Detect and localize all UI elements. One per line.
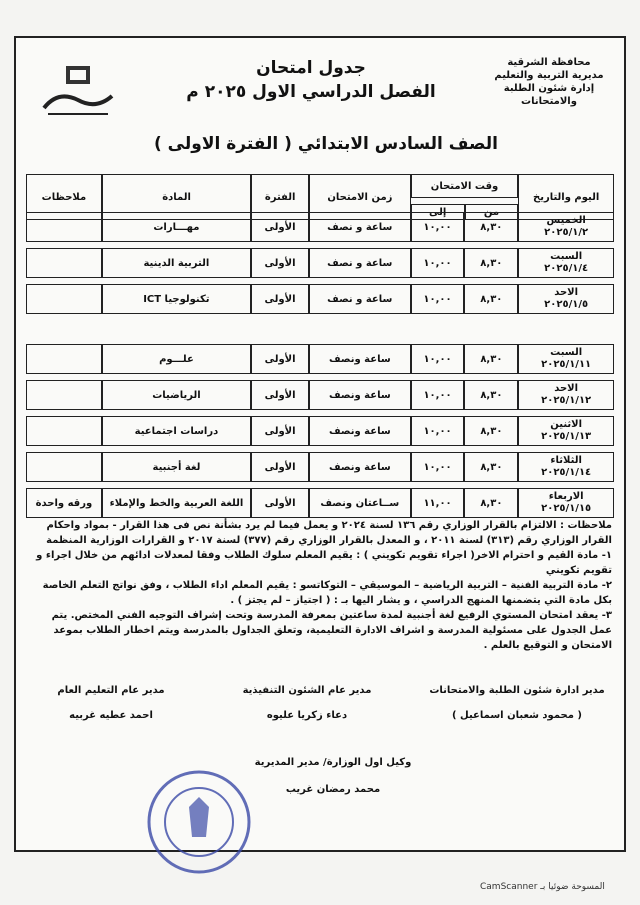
note-cell [26,284,102,314]
from-cell: ٨,٣٠ [464,344,518,374]
signature-students-affairs [422,685,612,721]
day-label: الاحد [554,287,579,298]
signature-title: مدير عام التعليم العام [57,685,165,696]
day-label: الاثنين [550,419,583,430]
schedule-title: جدول امتحان [256,58,366,78]
period-cell: الأولى [251,380,309,410]
date-label: ٢٠٢٥/١/١١ [541,359,592,370]
day-label: الاربعاء [548,491,584,502]
note-cell [26,212,102,242]
note-3: ٣- يعقد امتحان المستوي الرفيع لغة أجنبية لمدة ساعتين بمعرفة المدرسة وتحت إشراف التوجيه الفني المختص. يتم عمل الجدول على مسئولية المدرسة و اشراف الادارة التعليمية، وتعلق الجداول بالمدرسة ويتم اخطار الطلاب بموعد الامتحان و التوقيع بالعلم . [51,610,612,651]
notes-section [28,518,612,653]
duration-cell: ساعة و نصف [309,284,411,314]
duration-cell: ساعة ونصف [309,416,411,446]
signature-title: مدير ادارة شئون الطلبة والامتحانات [429,685,605,696]
note-cell [26,380,102,410]
from-cell: ٨,٣٠ [464,284,518,314]
to-cell: ١١,٠٠ [411,488,465,518]
title-block [186,58,436,102]
signature-executive-affairs [222,685,392,721]
day-date-cell [518,380,614,410]
ministry-logo-icon [38,60,118,120]
col-to: إلى [411,204,465,220]
subject-cell: علـــوم [102,344,251,374]
from-cell: ٨,٣٠ [464,488,518,518]
department-line: إدارة شئون الطلبة والامتحانات [503,83,595,107]
day-date-cell [518,452,614,482]
governorate-line: محافظة الشرقية [507,57,591,68]
col-from: من [465,204,519,220]
duration-cell: ساعة ونصف [309,344,411,374]
subject-cell: تكنولوجيا ICT [102,284,251,314]
directorate-line: مديرية التربية والتعليم [494,70,604,81]
table-row [26,452,614,482]
date-label: ٢٠٢٥/١/١٤ [541,467,592,478]
signature-general-education [26,685,196,721]
subject-cell: دراسات اجتماعية [102,416,251,446]
day-date-cell [518,212,614,242]
to-cell: ١٠,٠٠ [411,212,465,242]
day-date-cell [518,344,614,374]
day-date-cell [518,488,614,518]
signature-name: دعاء زكريا عليوه [266,710,348,721]
period-cell: الأولى [251,284,309,314]
note-cell [26,344,102,374]
grade-heading: الصف السادس الابتدائي ( الفترة الاولى ) [153,134,498,154]
to-cell: ١٠,٠٠ [411,248,465,278]
subject-cell: لغة أجنبية [102,452,251,482]
day-date-cell [518,416,614,446]
note-cell [26,416,102,446]
table-row [26,488,614,518]
signature-undersecretary [248,757,418,795]
col-day-date: اليوم والتاريخ [518,174,614,220]
to-cell: ١٠,٠٠ [411,344,465,374]
signature-title: وكيل اول الوزارة/ مدير المديرية [254,757,412,768]
subject-cell: الرياضيات [102,380,251,410]
col-subject: المادة [102,174,251,220]
authority-header [484,56,614,108]
period-cell: الأولى [251,248,309,278]
official-seal-icon [144,767,254,877]
date-label: ٢٠٢٥/١/٢ [544,227,589,238]
day-label: السبت [550,347,583,358]
to-cell: ١٠,٠٠ [411,416,465,446]
scanner-footer: المسوحة ضوئيا بـ CamScanner [480,882,605,892]
schedule-group-2 [26,338,614,524]
period-cell: الأولى [251,416,309,446]
to-cell: ١٠,٠٠ [411,452,465,482]
date-label: ٢٠٢٥/١/١٥ [541,503,592,514]
semester-subtitle: الفصل الدراسي الاول ٢٠٢٥ م [186,82,436,102]
day-label: الخميس [546,215,586,226]
day-label: الثلاثاء [550,455,582,466]
from-cell: ٨,٣٠ [464,452,518,482]
day-label: الاحد [554,383,579,394]
day-date-cell [518,248,614,278]
duration-cell: ساعة و نصف [309,248,411,278]
period-cell: الأولى [251,212,309,242]
day-label: السبت [550,251,583,262]
col-duration: زمن الامتحان [309,174,411,220]
day-date-cell [518,284,614,314]
subject-cell: اللغة العربية والخط والإملاء [102,488,251,518]
period-cell: الأولى [251,452,309,482]
duration-cell: ساعة و نصف [309,212,411,242]
from-cell: ٨,٣٠ [464,416,518,446]
table-row [26,344,614,374]
note-cell [26,452,102,482]
period-cell: الأولى [251,488,309,518]
table-row [26,212,614,242]
duration-cell: ساعة ونصف [309,380,411,410]
signature-name: احمد عطيه غربيه [69,710,153,721]
note-2: ٢- مادة التربية الفنية – التربية الرياضية – الموسيقي – التوكاتسو : يقيم المعلم اداء الطلاب ، وفق نواتج التعلم الخاصة بكل مادة التي يتضمنها المنهج الدراسي ، و يشار اليها بـ : ( اجتياز – لم يجتز ) . [42,580,612,606]
signature-name: محمد رمضان غريب [285,784,381,795]
to-cell: ١٠,٠٠ [411,380,465,410]
signatures-section [16,685,624,855]
table-row [26,416,614,446]
date-label: ٢٠٢٥/١/١٣ [541,431,592,442]
signature-title: مدير عام الشئون التنفيذية [242,685,372,696]
col-exam-time: وقت الامتحان [411,174,519,198]
col-period: الفترة [251,174,309,220]
duration-cell: ساعة ونصف [309,452,411,482]
note-cell [26,248,102,278]
schedule-group-1 [26,206,614,320]
subject-cell: التربية الدينية [102,248,251,278]
note-1: ١- مادة القيم و احترام الاخر( اجراء تقويم تكويني ) : يقيم المعلم سلوك الطلاب وفقا لمعدلات ادائهم من خلال اجراء و تقويم تكويني [36,550,612,576]
from-cell: ٨,٣٠ [464,380,518,410]
date-label: ٢٠٢٥/١/١٢ [541,395,592,406]
date-label: ٢٠٢٥/١/٥ [544,299,589,310]
table-row [26,284,614,314]
notes-intro: ملاحظات : الالتزام بالقرار الوزاري رقم ١٣٦ لسنة ٢٠٢٤ و يعمل فيما لم يرد بشأنة نص فى هذا القرار - بمواد واحكام القرار الوزاري رقم (٣١٣) لسنة ٢٠١١ ، و المعدل بالقرار الوزاري رقم (٣٧٧) لسنة ٢٠١٧ و القرارات الوزارية المنظمة [46,520,612,546]
from-cell: ٨,٣٠ [464,212,518,242]
table-row [26,380,614,410]
from-cell: ٨,٣٠ [464,248,518,278]
col-notes: ملاحظات [26,174,102,220]
table-row [26,248,614,278]
period-cell: الأولى [251,344,309,374]
signature-name: ( محمود شعبان اسماعيل ) [452,710,582,721]
exam-schedule-sheet [14,36,626,852]
date-label: ٢٠٢٥/١/٤ [544,263,589,274]
to-cell: ١٠,٠٠ [411,284,465,314]
note-cell: ورقه واحدة [26,488,102,518]
duration-cell: ســاعتان ونصف [309,488,411,518]
subject-cell: مهـــارات [102,212,251,242]
